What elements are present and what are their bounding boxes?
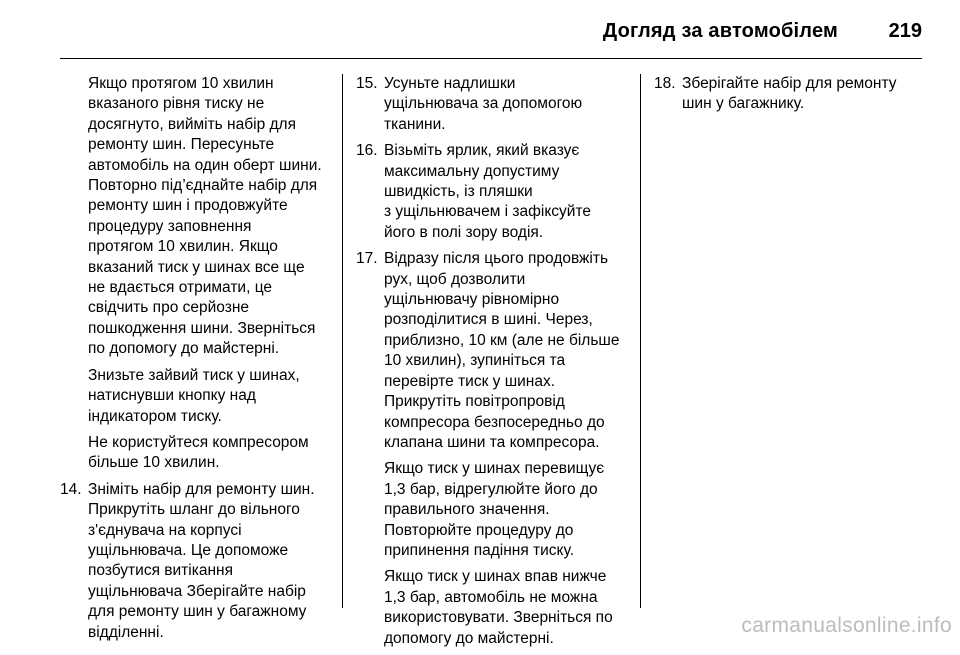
- page-title: Догляд за автомобілем: [602, 20, 838, 42]
- item-number: 15.: [356, 75, 378, 92]
- item-text: Зберігайте набір для ремонту шин у багажнику.: [682, 75, 897, 113]
- column-divider: [342, 74, 343, 608]
- list-item: [654, 74, 920, 115]
- item-subparagraph: Якщо тиск у шинах впав нижче 1,3 бар, автомобіль не можна використовувати. Зверніться по допомогу до майстерні.: [384, 568, 613, 647]
- list-item: [356, 141, 630, 243]
- page-number: 219: [888, 20, 922, 42]
- column-divider: [640, 74, 641, 608]
- item-text: Відразу після цього продовжіть рух, щоб дозволити ущільнювачу рівномірно розподілитися в шині. Через, приблизно, 10 км (але не більше 10 хвилин), зупиніться та перевірте тиск у шинах. Прикрутіть повітропровід компресора безпосередньо до клапана шини та компресора.: [384, 250, 620, 451]
- list-item: [356, 249, 630, 649]
- list-item: [60, 480, 332, 643]
- watermark-text: carmanualsonline.info: [741, 614, 952, 637]
- item-text: Візьміть ярлик, який вказує максимальну допустиму швидкість, із пляшки з ущільнювачем і зафіксуйте його в полі зору водія.: [384, 142, 591, 241]
- item-subparagraph: Якщо тиск у шинах перевищує 1,3 бар, відрегулюйте його до правильного значення. Повторюйте процедуру до припинення падіння тиску.: [384, 460, 605, 559]
- item-number: 17.: [356, 250, 378, 268]
- paragraph: Якщо протягом 10 хвилин вказаного рівня тиску не досягнуто, вийміть набір для ремонту шин. Пересуньте автомобіль на один оберт шини. Повторно під’єднайте набір для ремонту шин і продовжуйте процедуру заповнення протягом 10 хвилин. Якщо вказаний тиск у шинах все ще не вдається отримати, це свідчить про серйозне пошкодження шини. Зверніться по допомогу до майстерні.: [88, 75, 322, 358]
- item-number: 14.: [60, 480, 82, 498]
- text-column-2: [356, 74, 630, 655]
- item-text: Зніміть набір для ремонту шин. Прикрутіть шланг до вільного з'єднувача на корпусі ущільнювача. Це допоможе позбутися витікання ущільнювача Зберігайте набір для ремонту шин у багажному відділенні.: [88, 480, 315, 641]
- paragraph: Знизьте зайвий тиск у шинах, натиснувши кнопку над індикатором тиску.: [88, 366, 300, 425]
- paragraph: Не користуйтеся компресором більше 10 хвилин.: [88, 433, 309, 472]
- item-number: 16.: [356, 142, 378, 160]
- text-column-3: [654, 74, 920, 121]
- item-number: 18.: [654, 75, 676, 92]
- list-item: [356, 74, 630, 135]
- page-header: [60, 14, 922, 59]
- item-text: Усуньте надлишки ущільнювача за допомогою тканини.: [384, 75, 583, 133]
- text-column-1: [60, 74, 332, 649]
